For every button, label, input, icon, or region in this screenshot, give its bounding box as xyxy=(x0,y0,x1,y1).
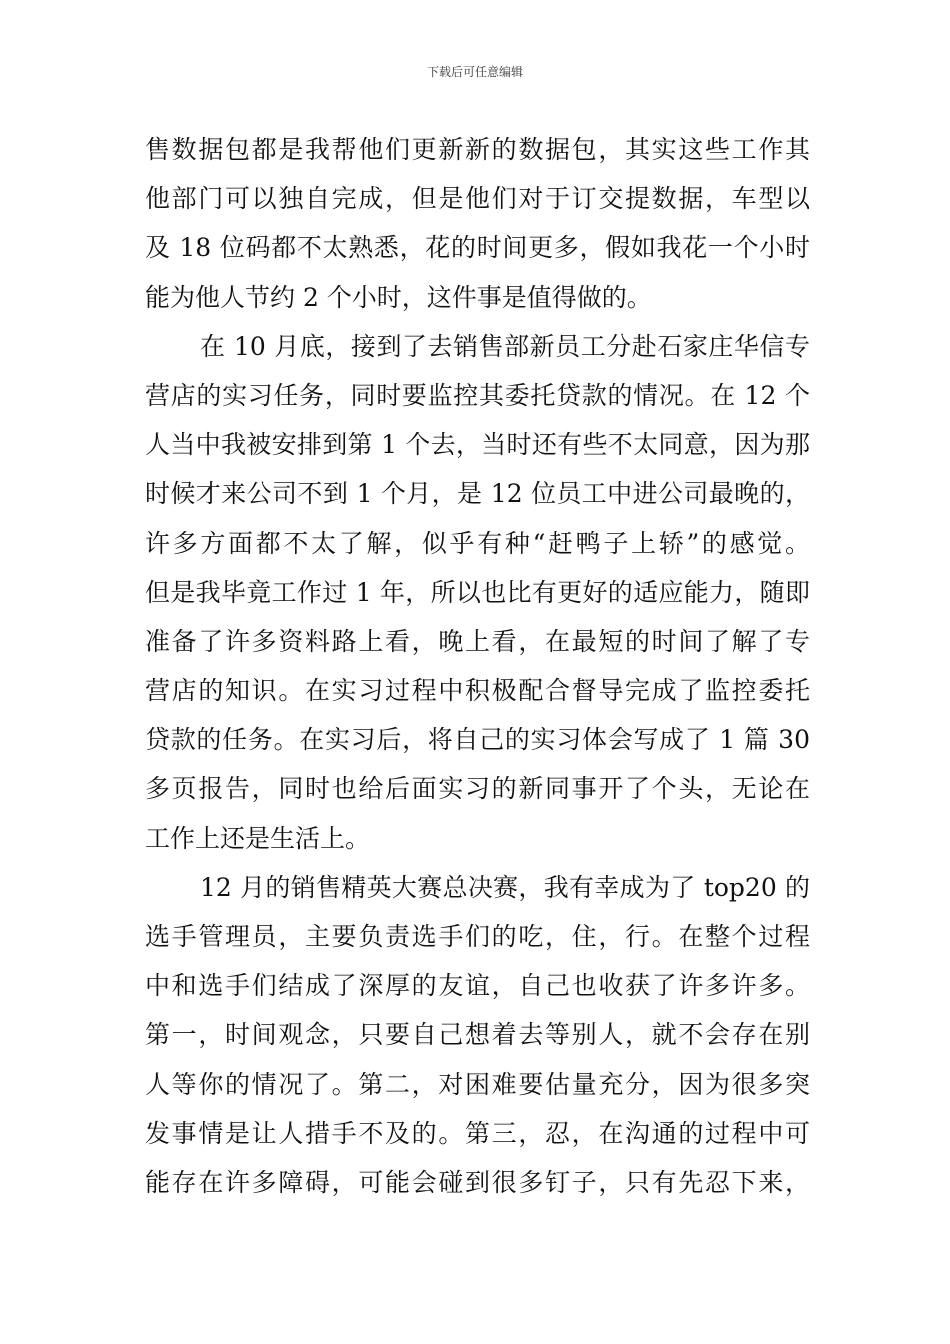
text-line: 营店的知识。在实习过程中积极配合督导完成了监控委托 xyxy=(145,676,810,706)
document-body xyxy=(145,125,810,1207)
text-line: 但是我毕竟工作过 1 年，所以也比有更好的适应能力，随即 xyxy=(145,577,810,607)
text-line: 及 18 位码都不太熟悉，花的时间更多，假如我花一个小时 xyxy=(145,233,810,263)
paragraph-start-line: 在 10 月底，接到了去销售部新员工分赴石家庄华信专 xyxy=(200,331,810,361)
text-line: 贷款的任务。在实习后，将自己的实习体会写成了 1 篇 30 xyxy=(145,725,810,755)
text-line: 能为他人节约 2 个小时，这件事是值得做的。 xyxy=(145,282,652,312)
text-line: 第一，时间观念，只要自己想着去等别人，就不会存在别 xyxy=(145,1020,810,1050)
text-line: 许多方面都不太了解，似乎有种“赶鸭子上轿”的感觉。 xyxy=(145,528,810,558)
text-line: 营店的实习任务，同时要监控其委托贷款的情况。在 12 个 xyxy=(145,380,810,410)
text-line: 发事情是让人措手不及的。第三，忍，在沟通的过程中可 xyxy=(145,1118,810,1148)
paragraph-start-line: 12 月的销售精英大赛总决赛，我有幸成为了 top20 的 xyxy=(200,872,810,902)
text-line: 人当中我被安排到第 1 个去，当时还有些不太同意，因为那 xyxy=(145,430,810,460)
text-line: 时候才来公司不到 1 个月，是 12 位员工中进公司最晚的， xyxy=(145,479,810,509)
text-line: 人等你的情况了。第二，对困难要估量充分，因为很多突 xyxy=(145,1069,810,1099)
text-line: 能存在许多障碍，可能会碰到很多钉子，只有先忍下来， xyxy=(145,1167,810,1197)
text-line: 准备了许多资料路上看，晚上看，在最短的时间了解了专 xyxy=(145,626,810,656)
text-line: 工作上还是生活上。 xyxy=(145,823,371,853)
text-line: 售数据包都是我帮他们更新新的数据包，其实这些工作其 xyxy=(145,135,810,164)
page-header: 下载后可任意编辑 xyxy=(426,65,523,79)
text-line: 他部门可以独自完成，但是他们对于订交提数据，车型以 xyxy=(145,184,810,214)
text-line: 中和选手们结成了深厚的友谊，自己也收获了许多许多。 xyxy=(145,971,810,1001)
text-line: 选手管理员，主要负责选手们的吃，住，行。在整个过程 xyxy=(145,922,810,951)
text-line: 多页报告，同时也给后面实习的新同事开了个头，无论在 xyxy=(145,774,810,804)
